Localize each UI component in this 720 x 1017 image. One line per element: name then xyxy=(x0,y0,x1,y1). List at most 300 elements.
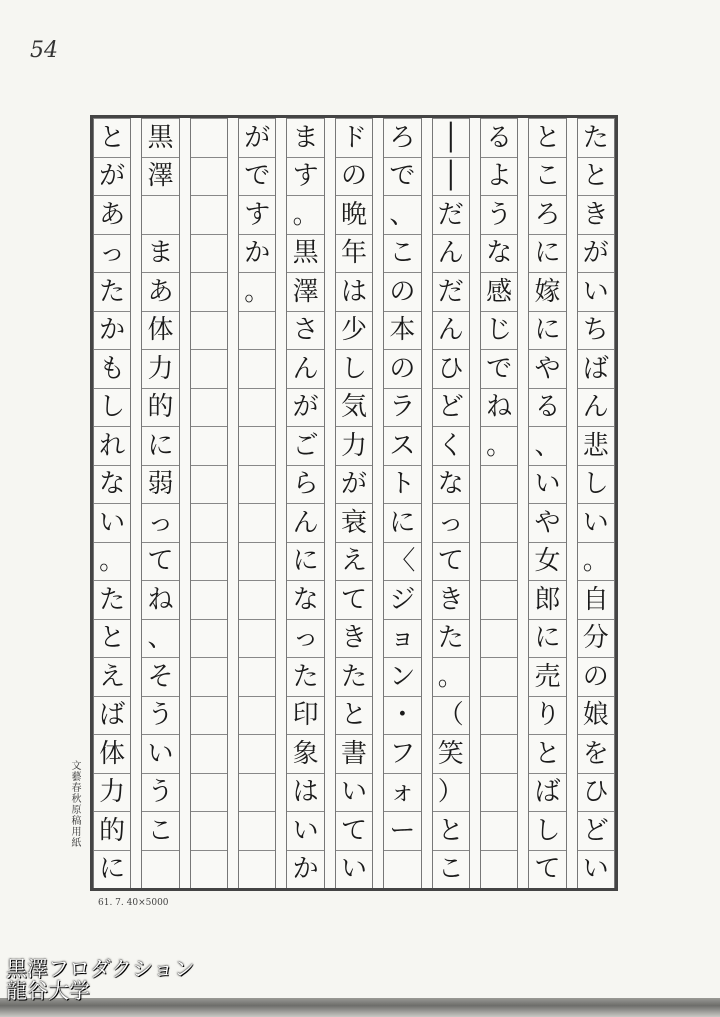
manuscript-cell xyxy=(529,657,565,696)
manuscript-cell xyxy=(94,773,130,812)
manuscript-cell xyxy=(239,773,275,812)
manuscript-cell xyxy=(384,349,420,388)
manuscript-cell xyxy=(433,465,469,504)
manuscript-cell xyxy=(142,696,178,735)
manuscript-character: て xyxy=(437,546,464,577)
manuscript-cell xyxy=(336,234,372,273)
manuscript-cell xyxy=(239,811,275,850)
manuscript-cell xyxy=(433,850,469,889)
manuscript-character: っ xyxy=(292,623,319,654)
manuscript-character: の xyxy=(582,661,609,692)
manuscript-cell xyxy=(94,811,130,850)
manuscript-character: 澤 xyxy=(147,161,174,192)
manuscript-character: 自 xyxy=(582,584,609,615)
manuscript-cell xyxy=(287,272,323,311)
manuscript-cell xyxy=(578,311,614,350)
manuscript-cell xyxy=(384,657,420,696)
manuscript-character: │ xyxy=(442,161,459,192)
manuscript-cell xyxy=(481,773,517,812)
manuscript-character: ど xyxy=(582,815,609,846)
manuscript-character: が xyxy=(582,238,609,269)
manuscript-cell xyxy=(433,118,469,157)
manuscript-cell xyxy=(191,349,227,388)
manuscript-character: 分 xyxy=(582,623,609,654)
manuscript-cell xyxy=(336,195,372,234)
manuscript-cell xyxy=(191,311,227,350)
manuscript-column xyxy=(335,118,373,888)
manuscript-cell xyxy=(191,734,227,773)
manuscript-cell xyxy=(529,157,565,196)
manuscript-cell xyxy=(191,195,227,234)
manuscript-cell xyxy=(191,465,227,504)
manuscript-character: ひ xyxy=(437,353,464,384)
manuscript-character: か xyxy=(244,238,271,269)
manuscript-character: て xyxy=(534,854,561,885)
manuscript-character: 。 xyxy=(292,199,319,230)
manuscript-column xyxy=(528,118,566,888)
manuscript-cell xyxy=(239,465,275,504)
manuscript-cell xyxy=(336,118,372,157)
manuscript-cell xyxy=(336,542,372,581)
manuscript-character: い xyxy=(582,276,609,307)
manuscript-character: と xyxy=(582,161,609,192)
manuscript-character: た xyxy=(340,661,367,692)
manuscript-cell xyxy=(481,811,517,850)
manuscript-character: と xyxy=(534,122,561,153)
manuscript-cell xyxy=(529,118,565,157)
manuscript-character: ひ xyxy=(582,777,609,808)
manuscript-cell xyxy=(529,503,565,542)
manuscript-character: と xyxy=(99,122,126,153)
manuscript-character: ォ xyxy=(389,777,416,808)
manuscript-cell xyxy=(287,542,323,581)
manuscript-cell xyxy=(336,696,372,735)
manuscript-cell xyxy=(481,195,517,234)
manuscript-character: る xyxy=(486,122,513,153)
manuscript-cell xyxy=(191,773,227,812)
manuscript-character: い xyxy=(582,507,609,538)
manuscript-character: い xyxy=(340,777,367,808)
manuscript-character: な xyxy=(486,238,513,269)
manuscript-cell xyxy=(191,118,227,157)
manuscript-cell xyxy=(287,734,323,773)
manuscript-character: こ xyxy=(534,161,561,192)
manuscript-cell xyxy=(481,850,517,889)
manuscript-cell xyxy=(94,234,130,273)
manuscript-character: ん xyxy=(292,507,319,538)
manuscript-cell xyxy=(142,349,178,388)
manuscript-cell xyxy=(287,195,323,234)
manuscript-character: た xyxy=(99,584,126,615)
manuscript-cell xyxy=(287,503,323,542)
manuscript-cell xyxy=(578,465,614,504)
manuscript-cell xyxy=(287,234,323,273)
manuscript-cell xyxy=(336,349,372,388)
manuscript-cell xyxy=(94,542,130,581)
manuscript-cell xyxy=(142,195,178,234)
manuscript-cell xyxy=(287,157,323,196)
manuscript-character: っ xyxy=(147,507,174,538)
manuscript-cell xyxy=(142,465,178,504)
manuscript-character: 晩 xyxy=(340,199,367,230)
manuscript-cell xyxy=(191,850,227,889)
manuscript-cell xyxy=(529,465,565,504)
manuscript-cell xyxy=(287,773,323,812)
watermark xyxy=(6,958,195,1002)
manuscript-column xyxy=(383,118,421,888)
manuscript-cell xyxy=(578,426,614,465)
manuscript-cell xyxy=(433,195,469,234)
manuscript-cell xyxy=(384,811,420,850)
manuscript-character: ち xyxy=(582,315,609,346)
manuscript-cell xyxy=(433,734,469,773)
manuscript-cell xyxy=(433,234,469,273)
manuscript-cell xyxy=(433,657,469,696)
manuscript-cell xyxy=(239,696,275,735)
manuscript-character: 嫁 xyxy=(534,276,561,307)
manuscript-character: が xyxy=(99,161,126,192)
manuscript-character: し xyxy=(582,469,609,500)
manuscript-character: す xyxy=(244,199,271,230)
manuscript-character: た xyxy=(292,661,319,692)
manuscript-cell xyxy=(529,311,565,350)
manuscript-character: ス xyxy=(389,430,416,461)
manuscript-character: 書 xyxy=(340,738,367,769)
manuscript-cell xyxy=(336,580,372,619)
manuscript-cell xyxy=(578,657,614,696)
manuscript-cell xyxy=(336,503,372,542)
manuscript-character: ね xyxy=(147,584,174,615)
manuscript-character: し xyxy=(99,392,126,423)
manuscript-cell xyxy=(433,696,469,735)
manuscript-cell xyxy=(142,503,178,542)
manuscript-character: の xyxy=(389,353,416,384)
manuscript-character: も xyxy=(99,353,126,384)
manuscript-cell xyxy=(336,311,372,350)
manuscript-cell xyxy=(384,272,420,311)
manuscript-cell xyxy=(433,773,469,812)
manuscript-character: え xyxy=(340,546,367,577)
manuscript-character: や xyxy=(534,353,561,384)
manuscript-character: に xyxy=(99,854,126,885)
manuscript-cell xyxy=(142,773,178,812)
manuscript-cell xyxy=(142,234,178,273)
manuscript-cell xyxy=(578,195,614,234)
manuscript-character: ） xyxy=(437,777,464,808)
manuscript-cell xyxy=(529,234,565,273)
manuscript-character: 体 xyxy=(147,315,174,346)
manuscript-character: っ xyxy=(99,238,126,269)
manuscript-character: の xyxy=(389,276,416,307)
manuscript-cell xyxy=(384,157,420,196)
manuscript-cell xyxy=(287,349,323,388)
manuscript-cell xyxy=(384,503,420,542)
manuscript-cell xyxy=(239,311,275,350)
manuscript-character: ど xyxy=(437,392,464,423)
manuscript-cell xyxy=(481,426,517,465)
manuscript-cell xyxy=(191,234,227,273)
manuscript-cell xyxy=(529,619,565,658)
manuscript-character: て xyxy=(340,815,367,846)
manuscript-cell xyxy=(481,272,517,311)
manuscript-character: 少 xyxy=(340,315,367,346)
manuscript-column xyxy=(93,118,131,888)
manuscript-character: ジ xyxy=(389,584,416,615)
manuscript-column xyxy=(141,118,179,888)
manuscript-character: ・ xyxy=(389,700,416,731)
manuscript-character: す xyxy=(292,161,319,192)
manuscript-cell xyxy=(529,542,565,581)
manuscript-cell xyxy=(191,619,227,658)
manuscript-character: る xyxy=(534,392,561,423)
manuscript-cell xyxy=(336,388,372,427)
paper-format-code: 61. 7. 40×5000 xyxy=(98,898,169,908)
manuscript-cell xyxy=(529,850,565,889)
manuscript-character: き xyxy=(582,199,609,230)
manuscript-column xyxy=(480,118,518,888)
manuscript-character: た xyxy=(99,276,126,307)
manuscript-character: 。 xyxy=(99,546,126,577)
manuscript-cell xyxy=(94,349,130,388)
manuscript-character: 売 xyxy=(534,661,561,692)
manuscript-character: を xyxy=(582,738,609,769)
manuscript-character: く xyxy=(437,430,464,461)
manuscript-cell xyxy=(191,580,227,619)
manuscript-character: こ xyxy=(389,238,416,269)
manuscript-cell xyxy=(336,426,372,465)
manuscript-character: な xyxy=(99,469,126,500)
manuscript-cell xyxy=(433,619,469,658)
manuscript-cell xyxy=(384,118,420,157)
manuscript-character: 印 xyxy=(292,700,319,731)
manuscript-character: フ xyxy=(389,738,416,769)
manuscript-character: （ xyxy=(437,700,464,731)
manuscript-cell xyxy=(94,657,130,696)
manuscript-character: 、 xyxy=(389,199,416,230)
manuscript-character: に xyxy=(534,623,561,654)
manuscript-column xyxy=(432,118,470,888)
manuscript-cell xyxy=(94,272,130,311)
manuscript-cell xyxy=(384,580,420,619)
manuscript-column xyxy=(577,118,615,888)
manuscript-character: か xyxy=(99,315,126,346)
manuscript-cell xyxy=(94,311,130,350)
manuscript-cell xyxy=(287,619,323,658)
manuscript-cell xyxy=(578,734,614,773)
manuscript-cell xyxy=(578,542,614,581)
manuscript-character: き xyxy=(340,623,367,654)
manuscript-character: あ xyxy=(147,276,174,307)
manuscript-cell xyxy=(142,850,178,889)
manuscript-character: 力 xyxy=(147,353,174,384)
manuscript-cell xyxy=(336,157,372,196)
manuscript-character: 衰 xyxy=(340,507,367,538)
manuscript-cell xyxy=(529,272,565,311)
manuscript-cell xyxy=(529,696,565,735)
manuscript-character: き xyxy=(437,584,464,615)
manuscript-cell xyxy=(239,503,275,542)
manuscript-cell xyxy=(239,734,275,773)
manuscript-cell xyxy=(94,503,130,542)
manuscript-character: あ xyxy=(99,199,126,230)
manuscript-cell xyxy=(481,118,517,157)
manuscript-character: と xyxy=(340,700,367,731)
manuscript-character: で xyxy=(244,161,271,192)
manuscript-cell xyxy=(142,157,178,196)
manuscript-character: ん xyxy=(437,315,464,346)
manuscript-cell xyxy=(287,580,323,619)
manuscript-character: こ xyxy=(147,815,174,846)
manuscript-character: 気 xyxy=(340,392,367,423)
publisher-margin-label: 文藝春秋原稿用紙 xyxy=(69,760,80,848)
manuscript-cell xyxy=(94,118,130,157)
manuscript-character: 黒 xyxy=(292,238,319,269)
manuscript-character: に xyxy=(292,546,319,577)
manuscript-cell xyxy=(336,734,372,773)
manuscript-character: 体 xyxy=(99,738,126,769)
manuscript-cell xyxy=(142,118,178,157)
manuscript-cell xyxy=(481,234,517,273)
manuscript-cell xyxy=(384,619,420,658)
manuscript-cell xyxy=(384,426,420,465)
manuscript-cell xyxy=(142,580,178,619)
manuscript-character: う xyxy=(147,700,174,731)
manuscript-character: ー xyxy=(389,815,416,846)
manuscript-character: 。 xyxy=(437,661,464,692)
manuscript-cell xyxy=(191,542,227,581)
watermark-line-1: 黒澤フロダクション xyxy=(6,957,195,981)
manuscript-character: 女 xyxy=(534,546,561,577)
manuscript-character: 笑 xyxy=(437,738,464,769)
manuscript-character: れ xyxy=(99,430,126,461)
manuscript-cell xyxy=(239,234,275,273)
manuscript-cell xyxy=(239,195,275,234)
manuscript-cell xyxy=(481,696,517,735)
manuscript-cell xyxy=(481,580,517,619)
manuscript-cell xyxy=(336,850,372,889)
manuscript-cell xyxy=(336,811,372,850)
manuscript-character: い xyxy=(99,507,126,538)
manuscript-cell xyxy=(578,388,614,427)
manuscript-grid xyxy=(90,115,618,891)
manuscript-character: ま xyxy=(147,238,174,269)
manuscript-character: な xyxy=(292,584,319,615)
manuscript-character: て xyxy=(340,584,367,615)
manuscript-character: が xyxy=(340,469,367,500)
manuscript-character: 悲 xyxy=(582,430,609,461)
manuscript-character: 。 xyxy=(582,546,609,577)
manuscript-character: ろ xyxy=(389,122,416,153)
manuscript-character: に xyxy=(534,315,561,346)
manuscript-cell xyxy=(336,619,372,658)
manuscript-character: と xyxy=(99,623,126,654)
manuscript-cell xyxy=(384,773,420,812)
manuscript-cell xyxy=(433,349,469,388)
manuscript-character: は xyxy=(340,276,367,307)
manuscript-cell xyxy=(481,734,517,773)
manuscript-character: が xyxy=(292,392,319,423)
manuscript-cell xyxy=(239,580,275,619)
manuscript-cell xyxy=(578,619,614,658)
manuscript-cell xyxy=(336,773,372,812)
manuscript-cell xyxy=(529,349,565,388)
manuscript-cell xyxy=(142,272,178,311)
manuscript-cell xyxy=(481,349,517,388)
manuscript-character: │ xyxy=(442,122,459,153)
manuscript-character: そ xyxy=(147,661,174,692)
manuscript-cell xyxy=(287,426,323,465)
manuscript-cell xyxy=(94,619,130,658)
manuscript-cell xyxy=(578,157,614,196)
manuscript-cell xyxy=(529,580,565,619)
manuscript-cell xyxy=(433,811,469,850)
manuscript-character: 。 xyxy=(486,430,513,461)
manuscript-character: ん xyxy=(292,353,319,384)
manuscript-character: ね xyxy=(486,392,513,423)
manuscript-character: 力 xyxy=(99,777,126,808)
manuscript-cell xyxy=(191,157,227,196)
manuscript-cell xyxy=(578,696,614,735)
manuscript-cell xyxy=(578,272,614,311)
manuscript-cell xyxy=(336,657,372,696)
manuscript-character: て xyxy=(147,546,174,577)
manuscript-cell xyxy=(142,311,178,350)
manuscript-character: と xyxy=(534,738,561,769)
manuscript-character: 黒 xyxy=(147,122,174,153)
manuscript-cell xyxy=(287,696,323,735)
manuscript-cell xyxy=(239,657,275,696)
manuscript-cell xyxy=(239,850,275,889)
manuscript-cell xyxy=(433,311,469,350)
manuscript-character: 〈 xyxy=(389,546,416,577)
manuscript-cell xyxy=(287,657,323,696)
manuscript-character: 郎 xyxy=(534,584,561,615)
manuscript-character: の xyxy=(340,161,367,192)
manuscript-cell xyxy=(529,811,565,850)
manuscript-cell xyxy=(94,465,130,504)
manuscript-cell xyxy=(191,503,227,542)
manuscript-cell xyxy=(433,503,469,542)
manuscript-cell xyxy=(384,234,420,273)
manuscript-character: は xyxy=(292,777,319,808)
manuscript-cell xyxy=(529,195,565,234)
manuscript-cell xyxy=(239,349,275,388)
manuscript-character: な xyxy=(437,469,464,500)
manuscript-character: ド xyxy=(340,122,367,153)
manuscript-column xyxy=(238,118,276,888)
manuscript-cell xyxy=(384,195,420,234)
manuscript-character: り xyxy=(534,700,561,731)
manuscript-cell xyxy=(287,388,323,427)
manuscript-cell xyxy=(433,580,469,619)
manuscript-cell xyxy=(239,157,275,196)
manuscript-cell xyxy=(142,388,178,427)
manuscript-character: よ xyxy=(486,161,513,192)
manuscript-character: い xyxy=(340,854,367,885)
manuscript-cell xyxy=(142,619,178,658)
manuscript-character: だ xyxy=(437,199,464,230)
manuscript-cell xyxy=(142,657,178,696)
manuscript-column xyxy=(286,118,324,888)
manuscript-character: い xyxy=(147,738,174,769)
manuscript-cell xyxy=(287,465,323,504)
manuscript-cell xyxy=(481,657,517,696)
manuscript-character: ョ xyxy=(389,623,416,654)
manuscript-cell xyxy=(481,465,517,504)
manuscript-cell xyxy=(481,157,517,196)
manuscript-character: ト xyxy=(389,469,416,500)
manuscript-cell xyxy=(481,503,517,542)
